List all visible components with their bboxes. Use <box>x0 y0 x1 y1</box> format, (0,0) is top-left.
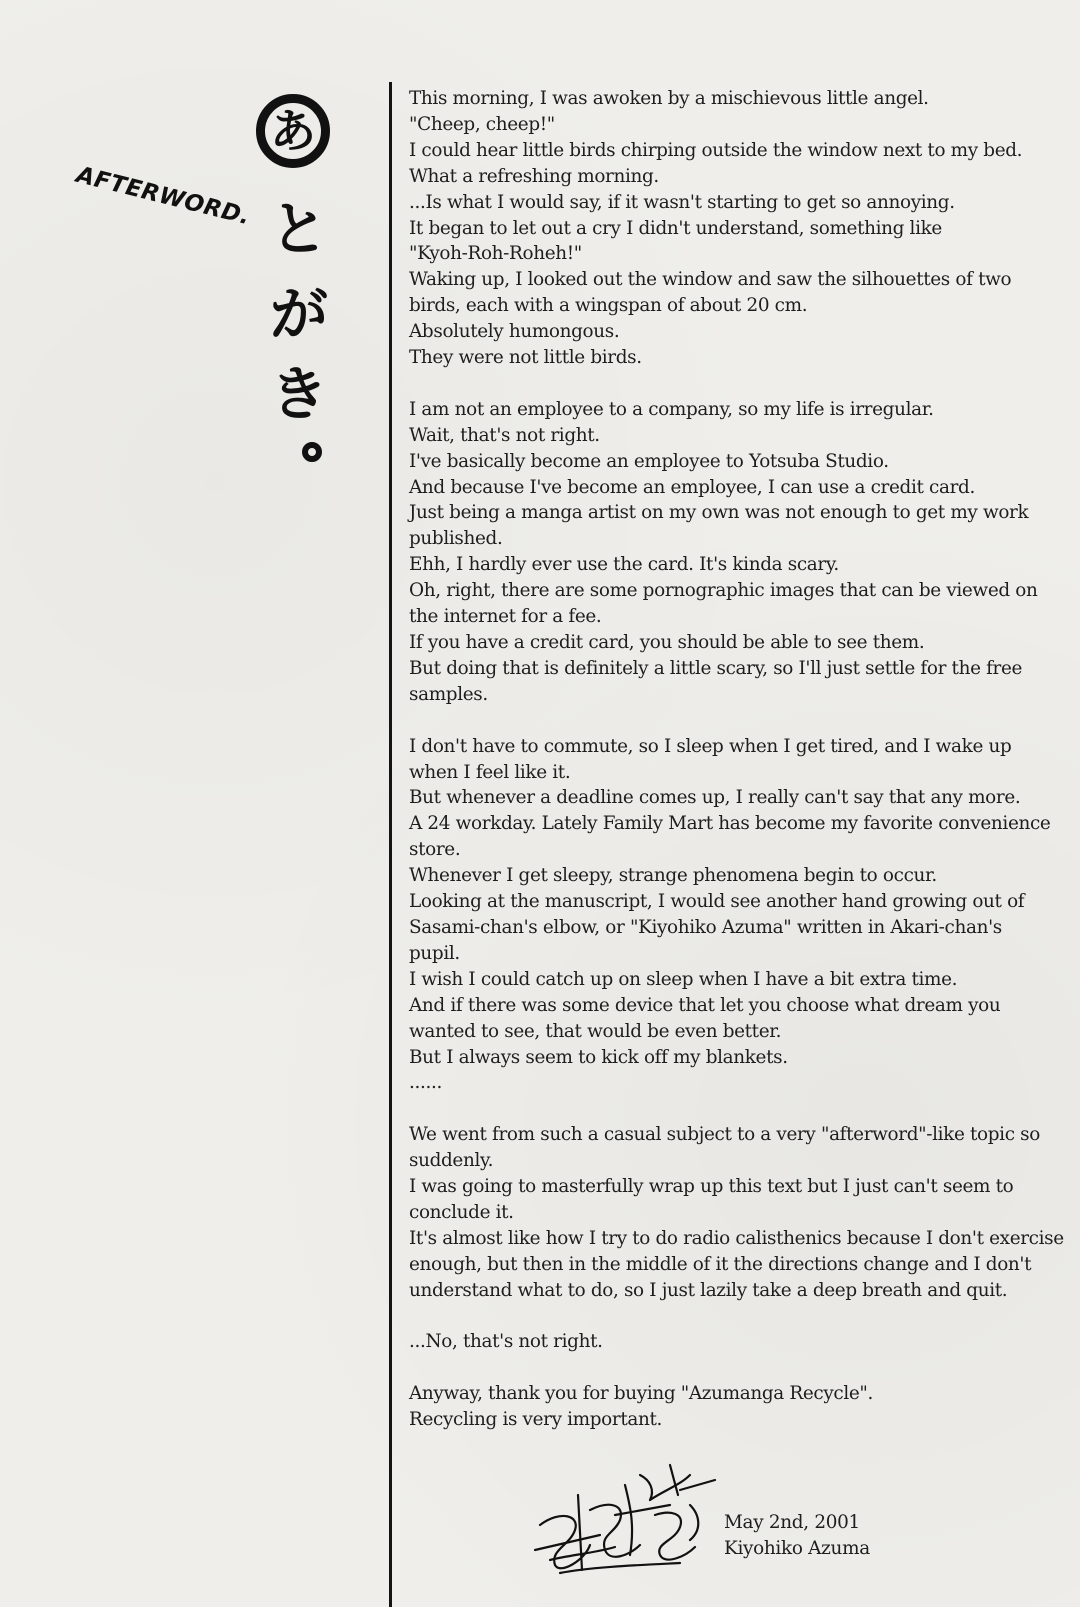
text-line: This morning, I was awoken by a mischievous little angel. <box>409 88 929 109</box>
period-mark <box>302 442 322 462</box>
text-line: I could hear little birds chirping outside the window next to my bed. <box>409 139 1023 161</box>
text-line: But doing that is definitely a little scary, so I'll just settle for the free <box>409 657 1023 679</box>
text-line: Looking at the manuscript, I would see another hand growing out of <box>409 891 1025 913</box>
text-line: They were not little birds. <box>409 347 642 369</box>
text-line: store. <box>409 839 461 861</box>
text-line: enough, but then in the middle of it the directions change and I don't <box>409 1253 1032 1275</box>
text-line: samples. <box>409 683 488 705</box>
signature-author: Kiyohiko Azuma <box>724 1538 870 1559</box>
paragraph <box>409 86 1023 371</box>
circled-a-mark: あ <box>256 94 330 168</box>
text-line: I was going to masterfully wrap up this text but I just can't seem to <box>409 1176 1014 1198</box>
text-line: pupil. <box>409 942 460 964</box>
text-line: I've basically become an employee to Yotsuba Studio. <box>409 450 889 472</box>
text-line: Just being a manga artist on my own was not enough to get my work <box>409 502 1029 524</box>
afterword-body <box>409 86 1064 1459</box>
text-line: But whenever a deadline comes up, I really can't say that any more. <box>409 787 1021 809</box>
text-line: Sasami-chan's elbow, or "Kiyohiko Azuma" written in Akari-chan's <box>409 916 1002 938</box>
paragraph <box>409 1329 1009 1355</box>
text-line: I wish I could catch up on sleep when I have a bit extra time. <box>409 968 958 990</box>
text-line: I don't have to commute, so I sleep when I get tired, and I wake up <box>409 735 1012 757</box>
text-line: I am not an employee to a company, so my life is irregular. <box>409 398 934 420</box>
text-line: Oh, right, there are some pornographic images that can be viewed on <box>409 580 1038 602</box>
text-line: "Kyoh-Roh-Roheh!" <box>409 243 582 265</box>
text-line: And if there was some device that let you choose what dream you <box>409 994 1001 1016</box>
text-line: Waking up, I looked out the window and saw the silhouettes of two <box>409 269 1012 291</box>
text-line: Wait, that's not right. <box>409 424 600 446</box>
paragraph <box>409 1381 1009 1433</box>
afterword-label: AFTERWORD. <box>73 162 253 231</box>
text-line: We went from such a casual subject to a very "afterword"-like topic so <box>409 1124 1040 1146</box>
kana-ki: き <box>270 360 329 428</box>
paragraph <box>409 734 1051 1097</box>
signature-block <box>724 1510 870 1562</box>
text-line: wanted to see, that would be even better. <box>409 1020 782 1042</box>
text-line: understand what to do, so I just lazily take a deep breath and quit. <box>409 1279 1008 1301</box>
text-line: It's almost like how I try to do radio calisthenics because I don't exercise <box>409 1227 1064 1249</box>
text-line: the internet for a fee. <box>409 606 602 628</box>
kana-to: と <box>270 195 329 263</box>
vertical-divider <box>389 82 392 1607</box>
text-line: ...No, that's not right. <box>409 1331 603 1353</box>
text-line: published. <box>409 528 503 550</box>
text-line: What a refreshing morning. <box>409 165 659 187</box>
text-line: And because I've become an employee, I can use a credit card. <box>409 476 975 498</box>
paragraph <box>409 397 1038 708</box>
text-line: birds, each with a wingspan of about 20 cm. <box>409 295 808 317</box>
text-line: Absolutely humongous. <box>409 321 620 343</box>
text-line: ...... <box>409 1072 442 1094</box>
text-line: But I always seem to kick off my blankets. <box>409 1046 788 1068</box>
paragraph <box>409 1122 1064 1303</box>
text-line: suddenly. <box>409 1150 494 1172</box>
text-line: Anyway, thank you for buying "Azumanga Recycle". <box>409 1383 874 1405</box>
text-line: conclude it. <box>409 1201 514 1223</box>
text-line: If you have a credit card, you should be able to see them. <box>409 632 925 654</box>
text-line: Whenever I get sleepy, strange phenomena begin to occur. <box>409 865 937 887</box>
text-line: Ehh, I hardly ever use the card. It's kinda scary. <box>409 554 839 576</box>
signature-date: May 2nd, 2001 <box>724 1512 860 1533</box>
text-line: "Cheep, cheep!" <box>409 113 555 135</box>
text-line: It began to let out a cry I didn't understand, something like <box>409 217 942 239</box>
text-line: A 24 workday. Lately Family Mart has become my favorite convenience <box>409 813 1051 835</box>
author-signature <box>530 1455 720 1580</box>
kana-ga: が <box>270 280 329 348</box>
text-line: Recycling is very important. <box>409 1409 663 1431</box>
text-line: ...Is what I would say, if it wasn't starting to get so annoying. <box>409 191 955 213</box>
afterword-title <box>73 90 380 490</box>
text-line: when I feel like it. <box>409 761 571 783</box>
